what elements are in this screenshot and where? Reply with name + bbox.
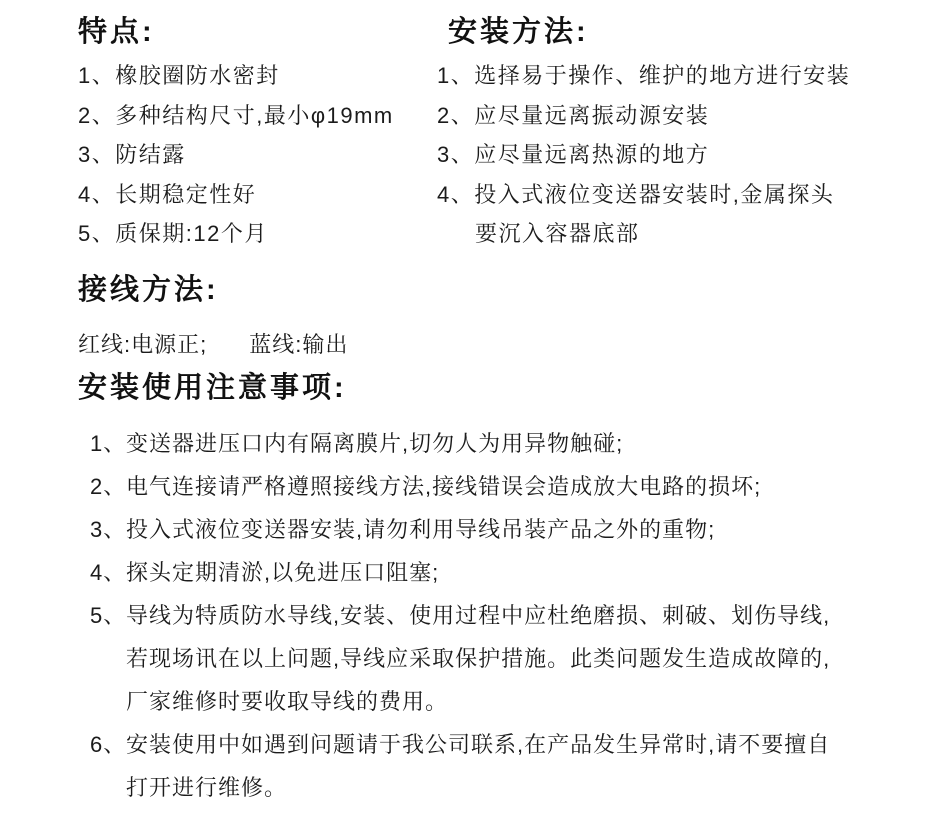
feature-item: 4、长期稳定性好 <box>78 181 257 207</box>
feature-item: 1、橡胶圈防水密封 <box>78 63 280 88</box>
notes-section <box>78 370 830 809</box>
wiring-title: 接线方法: <box>78 274 219 306</box>
note-line: 变送器进压口内有隔离膜片,切勿人为用异物触碰; <box>126 431 624 456</box>
install-item: 2、应尽量远离振动源安装 <box>437 102 710 128</box>
note-marker: 3、 <box>90 517 127 542</box>
note-line: 电气连接请严格遵照接线方法,接线错误会造成放大电路的损坏; <box>126 474 762 499</box>
note-item <box>90 551 830 594</box>
install-item: 1、选择易于操作、维护的地方进行安装 <box>437 63 851 88</box>
wiring-red-label: 红线:电源正; <box>78 332 208 357</box>
note-marker: 4、 <box>90 560 127 585</box>
note-marker: 2、 <box>90 474 127 499</box>
note-marker: 5、 <box>90 603 127 628</box>
install-title: 安装方法: <box>448 16 589 48</box>
notes-title: 安装使用注意事项: <box>78 372 347 404</box>
wiring-line <box>78 328 348 359</box>
note-marker: 6、 <box>90 732 127 757</box>
note-item <box>90 465 830 508</box>
features-section <box>78 14 394 254</box>
note-line: 打开进行维修。 <box>126 775 288 800</box>
wiring-blue-label: 蓝线:输出 <box>249 332 349 357</box>
note-line: 安装使用中如遇到问题请于我公司联系,在产品发生异常时,请不要擅自 <box>126 732 831 757</box>
notes-list <box>78 422 830 809</box>
note-line: 若现场讯在以上问题,导线应采取保护措施。此类问题发生造成故障的, <box>126 646 831 671</box>
install-item: 3、应尽量远离热源的地方 <box>437 142 710 167</box>
install-section <box>437 14 850 254</box>
feature-item: 3、防结露 <box>78 142 186 167</box>
note-item <box>90 422 830 465</box>
note-item <box>90 723 830 809</box>
note-line: 投入式液位变送器安装,请勿利用导线吊装产品之外的重物; <box>126 517 716 542</box>
note-line: 厂家维修时要收取导线的费用。 <box>126 689 449 714</box>
note-marker: 1、 <box>90 431 127 456</box>
install-list <box>437 56 850 214</box>
note-line: 导线为特质防水导线,安装、使用过程中应杜绝磨损、刺破、划伤导线, <box>126 603 831 628</box>
note-item <box>90 594 830 723</box>
install-item-continuation: 要沉入容器底部 <box>475 221 640 246</box>
feature-item: 5、质保期:12个月 <box>78 221 268 246</box>
features-title: 特点: <box>78 16 155 48</box>
features-list <box>78 56 394 254</box>
wiring-section <box>78 272 348 381</box>
note-item <box>90 508 830 551</box>
note-line: 探头定期清淤,以免进压口阻塞; <box>126 560 440 585</box>
install-item: 4、投入式液位变送器安装时,金属探头 <box>437 181 835 207</box>
feature-item: 2、多种结构尺寸,最小φ19mm <box>78 102 394 128</box>
